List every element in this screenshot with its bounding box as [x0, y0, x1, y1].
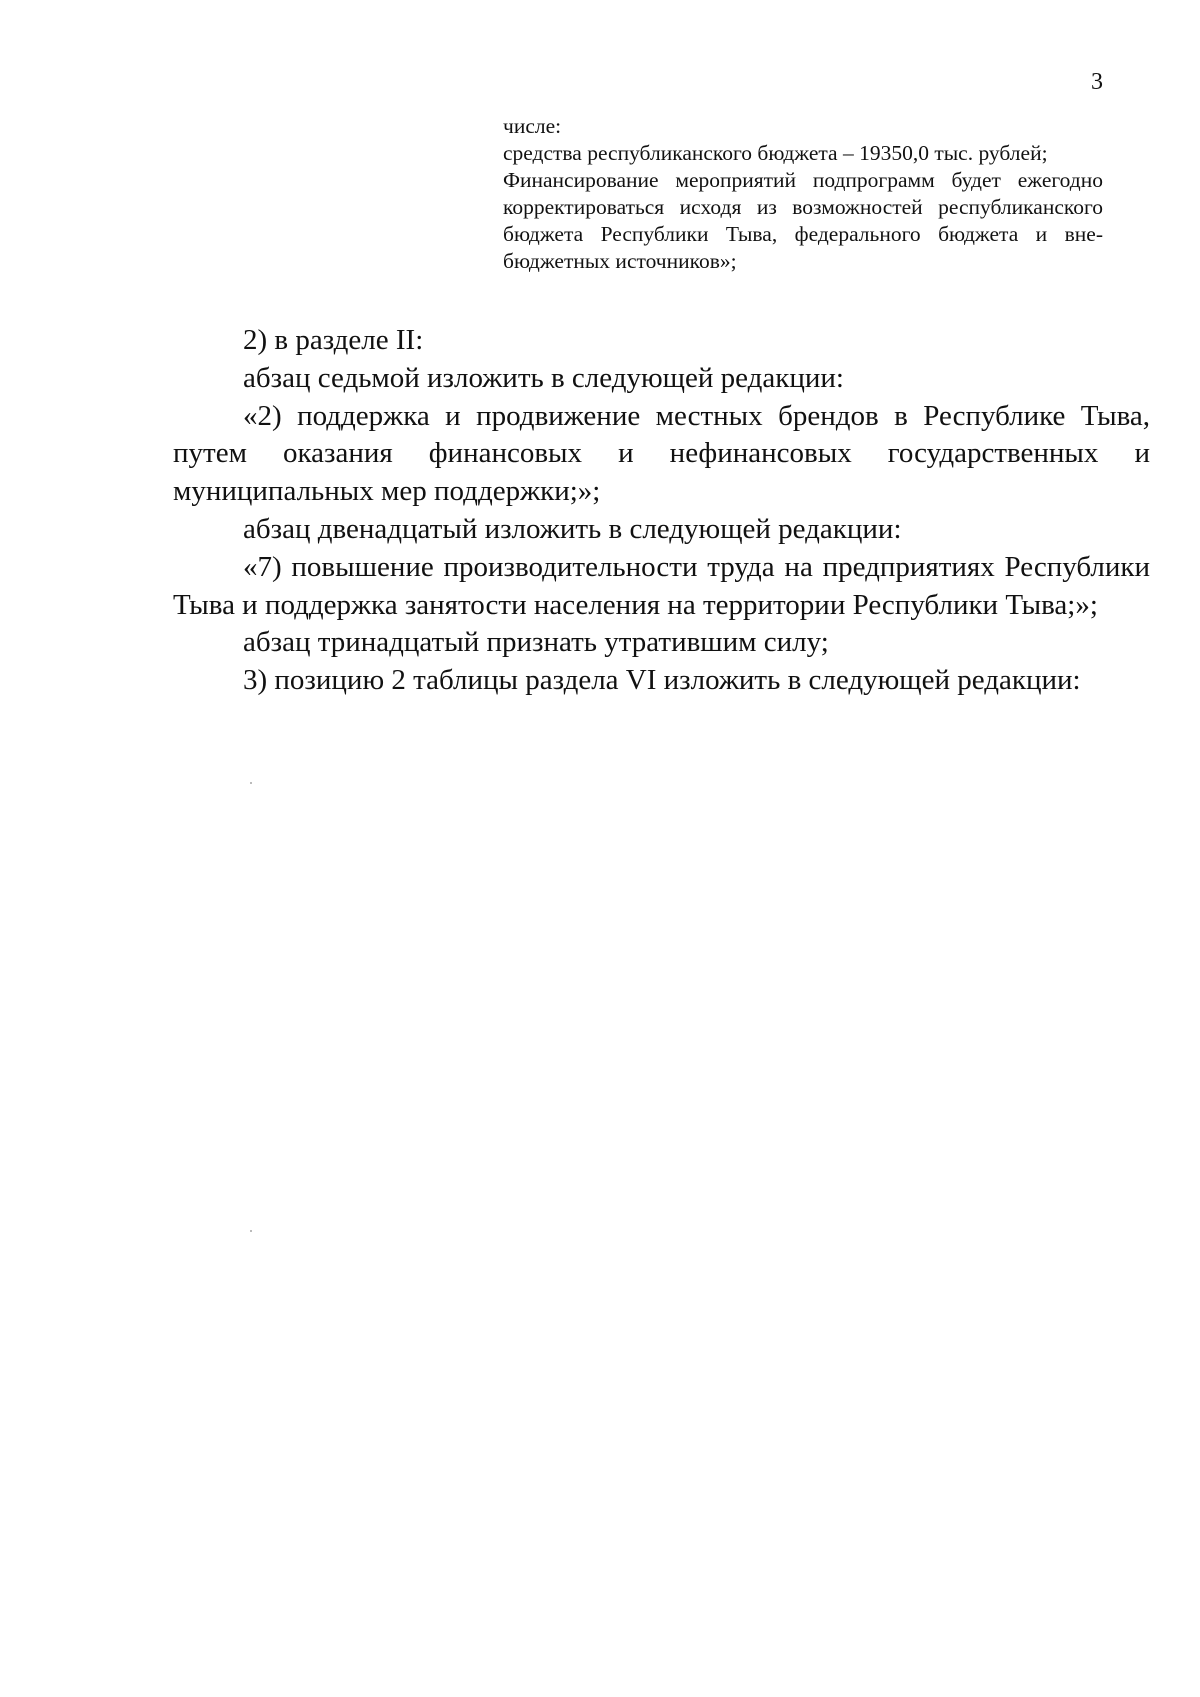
passport-line: числе:	[503, 114, 562, 138]
passport-line: средства республиканского бюджета – 19350,0 тыс. рублей;	[503, 141, 1048, 165]
scan-speck	[250, 1230, 252, 1232]
amendment-paragraph: «2) поддержка и продвижение местных брендов в Республике Тыва, путем оказания финансовых и нефинансовых государственных и муниципальных мер поддержки;»;	[173, 399, 1150, 508]
passport-continuation-block	[503, 113, 1103, 275]
scan-speck	[250, 782, 252, 784]
page-number: 3	[1091, 69, 1103, 95]
amendment-paragraph: 3) позицию 2 таблицы раздела VI изложить в следующей редакции:	[243, 664, 1081, 697]
amendment-paragraph: 2) в разделе II:	[243, 324, 424, 356]
amendment-paragraph: абзац двенадцатый изложить в следующей редакции:	[243, 512, 902, 545]
amendment-text	[173, 322, 1150, 700]
passport-line: Финансирование мероприятий подпрограмм будет ежегодно корректироваться исходя из возможностей республиканского бюджета Республики Тыва, федерального бюджета и вне-бюджетных источников»;	[503, 168, 1103, 273]
amendment-paragraph: абзац седьмой изложить в следующей редакции:	[243, 361, 844, 394]
amendment-paragraph: «7) повышение производительности труда на предприятиях Республики Тыва и поддержка занятости населения на территории Республики Тыва;»;	[173, 550, 1150, 621]
amendment-paragraph: абзац тринадцатый признать утратившим силу;	[243, 626, 829, 659]
